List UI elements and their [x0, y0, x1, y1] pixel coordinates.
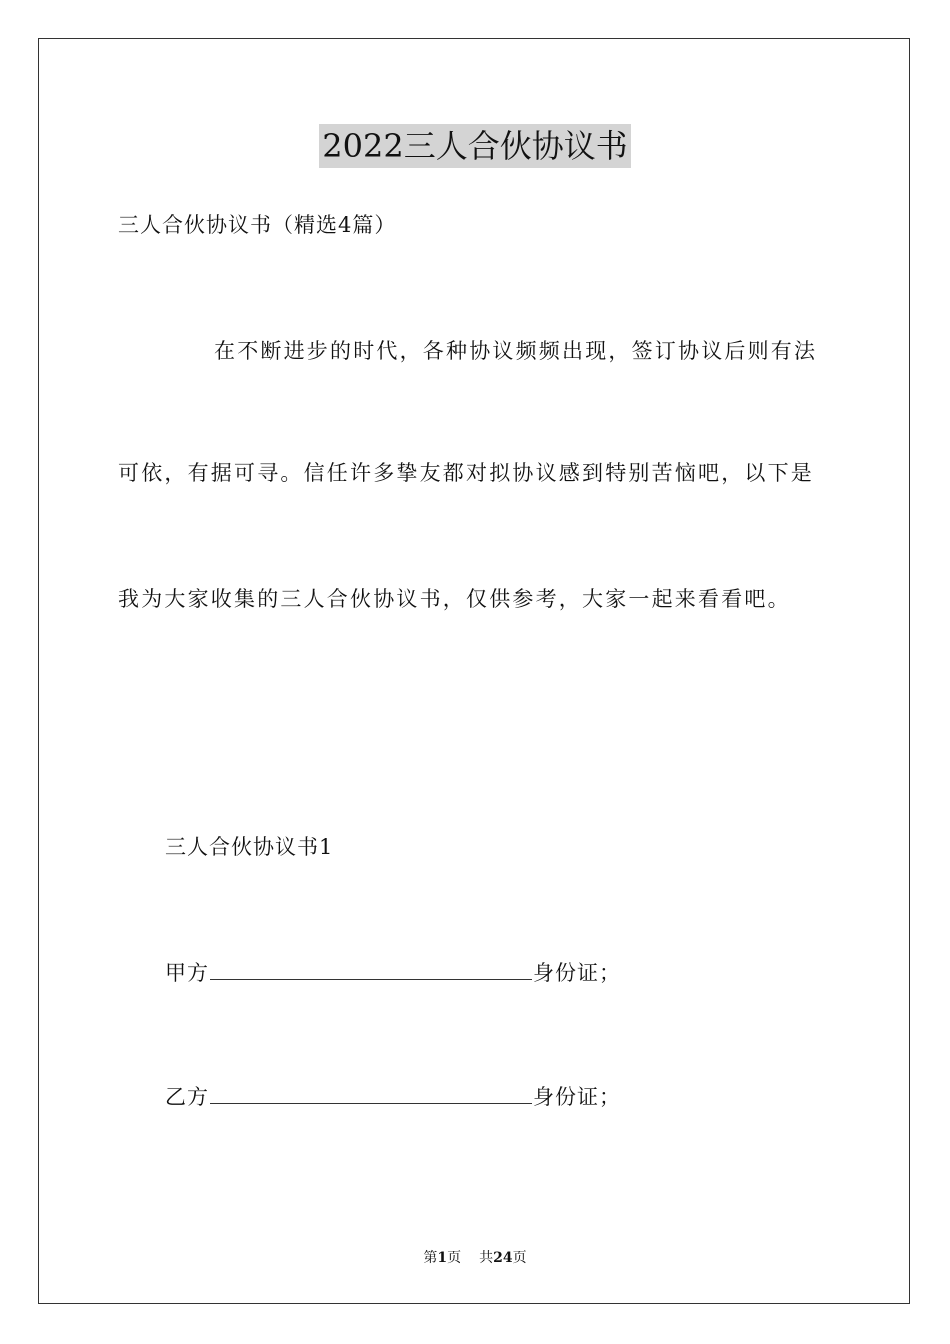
party-b-label: 乙方	[165, 1085, 209, 1109]
document-subtitle: 三人合伙协议书（精选4篇）	[118, 213, 397, 237]
party-a-label: 甲方	[165, 961, 209, 985]
party-a-line	[165, 957, 621, 988]
party-a-blank	[210, 957, 532, 980]
page-footer	[0, 1248, 950, 1268]
paragraph-line-1	[118, 336, 817, 366]
party-a-id-label: 身份证；	[533, 961, 621, 985]
document-title: 2022三人合伙协议书	[319, 124, 630, 168]
title-container	[0, 124, 950, 168]
footer-total-unit: 页	[512, 1250, 527, 1266]
footer-page-current: 1	[437, 1250, 448, 1266]
footer-page-total: 24	[493, 1250, 513, 1266]
footer-page-prefix: 第	[423, 1250, 438, 1266]
party-b-line	[165, 1081, 621, 1112]
section-heading: 三人合伙协议书1	[165, 835, 334, 859]
footer-total-prefix: 共	[479, 1250, 494, 1266]
paragraph-line-1-text: 在不断进步的时代，各种协议频频出现，签订协议后则有法	[214, 339, 818, 363]
paragraph-line-2: 可依，有据可寻。信任许多挚友都对拟协议感到特别苦恼吧，以下是	[118, 461, 814, 485]
paragraph-line-3: 我为大家收集的三人合伙协议书，仅供参考，大家一起来看看吧。	[118, 587, 791, 611]
footer-page-unit: 页	[447, 1250, 462, 1266]
party-b-blank	[210, 1081, 532, 1104]
party-b-id-label: 身份证；	[533, 1085, 621, 1109]
